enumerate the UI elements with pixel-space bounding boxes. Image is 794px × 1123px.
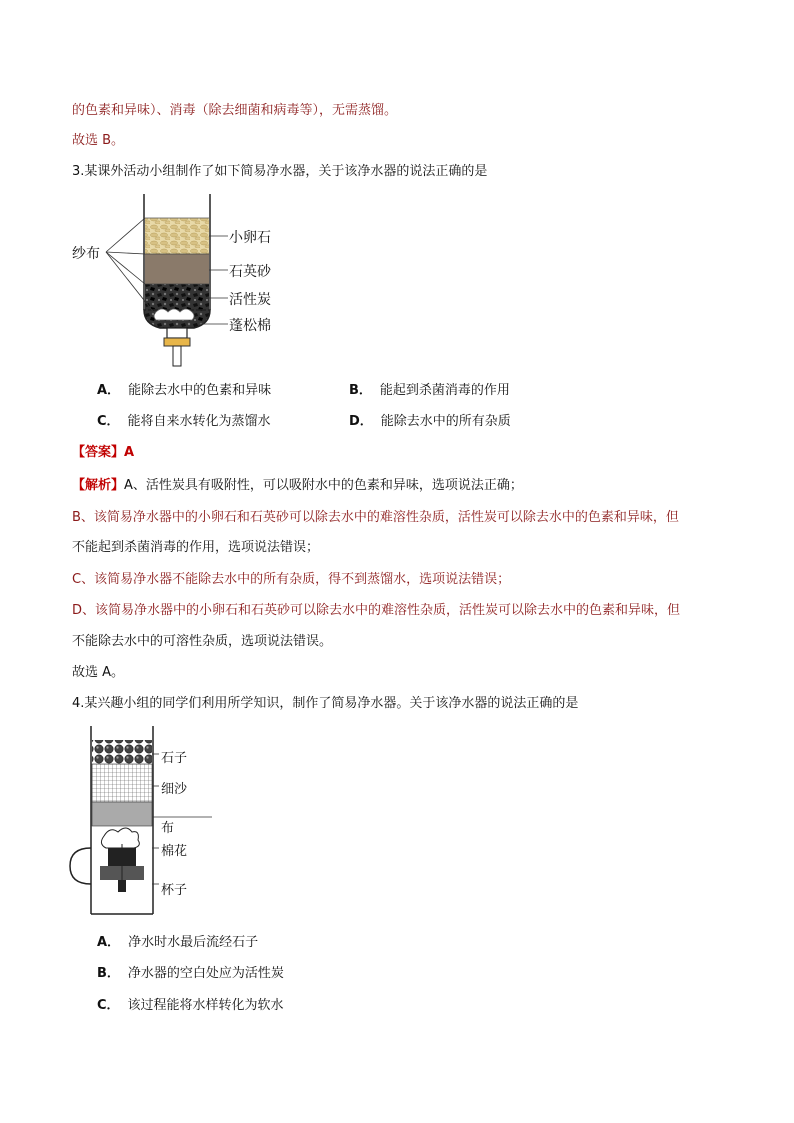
q4-water-purifier-figure (64, 724, 224, 920)
q3-label-cotton: 蓬松棉 (229, 318, 271, 334)
q3-label-pebbles: 小卵石 (229, 230, 271, 246)
q3-option-a: A． 能除去水中的色素和异味 (97, 383, 272, 398)
q4-label-cotton: 棉花 (161, 844, 188, 859)
q3-water-purifier-figure (60, 192, 320, 372)
q3-option-c: C． 能将自来水转化为蒸馏水 (97, 414, 271, 429)
q4-option-b: B． 净水器的空白处应为活性炭 (97, 966, 284, 981)
q4-stem: 4.某兴趣小组的同学们利用所学知识，制作了简易净水器。关于该净水器的说法正确的是 (72, 696, 579, 711)
q3-label-gauze: 纱布 (72, 246, 100, 262)
q4-label-fine-sand: 细沙 (161, 782, 188, 797)
q3-label-quartz-sand: 石英砂 (229, 264, 271, 280)
q3-analysis-b-line1: B、该简易净水器中的小卵石和石英砂可以除去水中的难溶性杂质，活性炭可以除去水中的色素和异味，但 (72, 510, 679, 525)
q3-analysis-d-line2: 不能除去水中的可溶性杂质，选项说法错误。 (72, 634, 333, 649)
q3-analysis-a: 【解析】A、活性炭具有吸附性，可以吸附水中的色素和异味，选项说法正确； (72, 478, 523, 493)
q3-analysis-b-line2: 不能起到杀菌消毒的作用，选项说法错误； (72, 540, 320, 555)
q3-stem: 3.某课外活动小组制作了如下简易净水器，关于该净水器的说法正确的是 (72, 164, 488, 179)
q4-label-cup: 杯子 (161, 883, 188, 898)
q4-option-c: C． 该过程能将水样转化为软水 (97, 998, 284, 1013)
q3-option-d: D． 能除去水中的所有杂质 (349, 414, 511, 429)
q4-label-stones: 石子 (161, 751, 188, 766)
intro-line-2: 故选 B。 (72, 133, 125, 148)
q3-analysis-d-line1: D、该简易净水器中的小卵石和石英砂可以除去水中的难溶性杂质，活性炭可以除去水中的色素和异味，但 (72, 603, 681, 618)
q3-label-activated-carbon: 活性炭 (229, 292, 271, 308)
q4-option-a: A． 净水时水最后流经石子 (97, 935, 259, 950)
q4-label-cloth: 布 (161, 821, 175, 836)
q3-answer: 【答案】A (72, 445, 135, 460)
q3-option-b: B． 能起到杀菌消毒的作用 (349, 383, 510, 398)
intro-line-1: 的色素和异味）、消毒（除去细菌和病毒等），无需蒸馏。 (72, 103, 398, 118)
q3-conclusion: 故选 A。 (72, 665, 125, 680)
q3-analysis-c: C、该简易净水器不能除去水中的所有杂质，得不到蒸馏水，选项说法错误； (72, 572, 511, 587)
